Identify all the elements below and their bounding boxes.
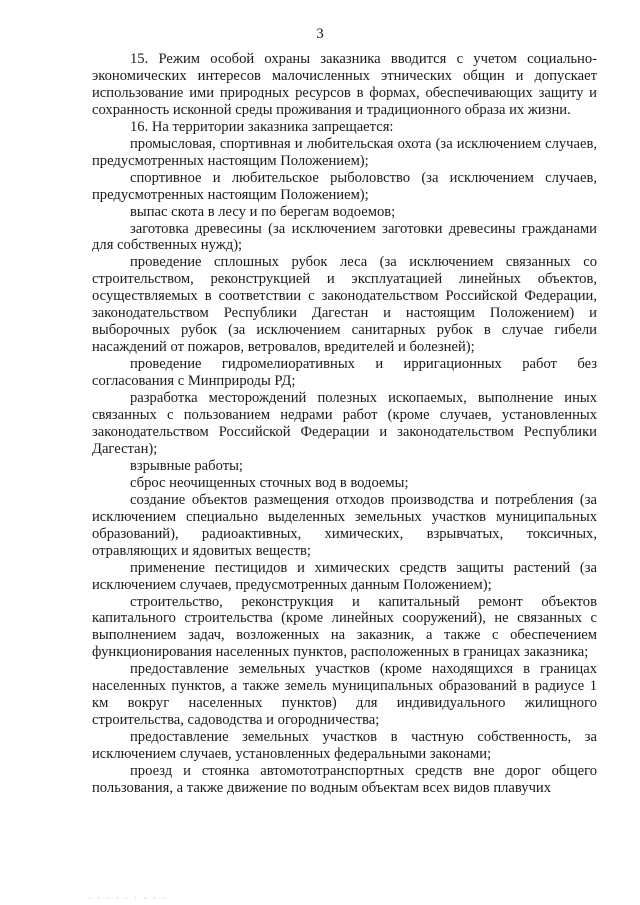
prohibition-item: строительство, реконструкция и капитальный ремонт объектов капитального строительства (кроме линейных сооружений), не связанных с выполнением задач, возложенных на заказник, а также с обеспечением функционирования населенных пунктов, расположенных в границах заказника; <box>92 593 597 661</box>
scan-edge-mark: · · · · · · · · · <box>88 893 167 903</box>
prohibition-item: промысловая, спортивная и любительская охота (за исключением случаев, предусмотренных настоящим Положением); <box>92 135 597 169</box>
prohibition-item: выпас скота в лесу и по берегам водоемов; <box>130 203 396 220</box>
prohibition-item: проведение сплошных рубок леса (за исключением связанных со строительством, реконструкцией и эксплуатацией линейных объектов, осуществляемых в соответствии с законодательством Российской Федерации, законодательством Республики Дагестан и настоящим Положением) и выборочных рубок (за исключением санитарных рубок в случае гибели насаждений от пожаров, ветровалов, вредителей и болезней); <box>92 254 597 356</box>
paragraph-15: 15. Режим особой охраны заказника вводится с учетом социально-экономических интересов малочисленных этнических общин и допускает использование ими природных ресурсов в формах, обеспечивающих защиту и сохранность исконной среды проживания и традиционного образа их жизни. <box>92 51 597 118</box>
prohibition-item: предоставление земельных участков (кроме находящихся в границах населенных пунктов, а также земель муниципальных образований в радиусе 1 км вокруг населенных пунктов) для индивидуального жилищного строительства, садоводства и огородничества; <box>92 661 597 729</box>
page-number: 3 <box>316 26 324 42</box>
prohibition-item: проведение гидромелиоративных и ирригационных работ без согласования с Минприроды РД; <box>92 356 597 390</box>
prohibition-item: проезд и стоянка автомототранспортных средств вне дорог общего пользования, а также движение по водным объектам всех видов плавучих <box>92 763 597 796</box>
prohibition-item: взрывные работы; <box>130 457 243 474</box>
paragraph-16: 16. На территории заказника запрещается: <box>130 118 394 135</box>
prohibition-item: создание объектов размещения отходов производства и потребления (за исключением специально выделенных земельных участков муниципальных образований), радиоактивных, химических, взрывчатых, токсичных, отравляющих и ядовитых веществ; <box>92 491 597 559</box>
prohibition-item: сброс неочищенных сточных вод в водоемы; <box>130 474 409 491</box>
document-body <box>92 51 597 797</box>
prohibition-item: разработка месторождений полезных ископаемых, выполнение иных связанных с пользованием недрами работ (кроме случаев, установленных законодательством Российской Федерации и законодательством Республики Дагестан); <box>92 390 597 457</box>
prohibition-item: спортивное и любительское рыболовство (за исключением случаев, предусмотренных настоящим Положением); <box>92 169 597 203</box>
prohibition-item: предоставление земельных участков в частную собственность, за исключением случаев, установленных федеральными законами; <box>92 729 597 763</box>
prohibition-item: применение пестицидов и химических средств защиты растений (за исключением случаев, предусмотренных данным Положением); <box>92 559 597 593</box>
prohibition-item: заготовка древесины (за исключением заготовки древесины гражданами для собственных нужд); <box>92 220 597 254</box>
